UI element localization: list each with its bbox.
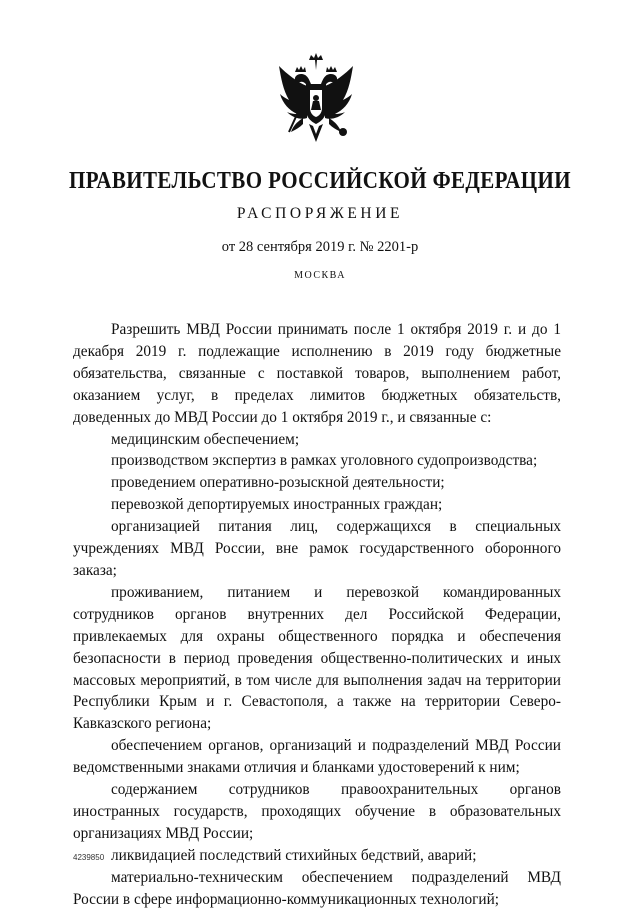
document-city: МОСКВА bbox=[294, 270, 346, 281]
paragraph: организацией питания лиц, содержащихся в специальных учреждениях МВД России, вне рамок государственного оборонного заказа; bbox=[73, 518, 561, 579]
paragraph: обеспечением органов, организаций и подразделений МВД России ведомственными знаками отличия и бланками удостоверений к ним; bbox=[73, 737, 561, 777]
russian-coat-of-arms-icon bbox=[273, 52, 359, 144]
paragraph: материально-техническим обеспечением подразделений МВД России в сфере информационно-коммуникационных технологий; bbox=[73, 868, 561, 908]
paragraph: медицинским обеспечением; bbox=[111, 430, 300, 448]
document-type: РАСПОРЯЖЕНИЕ bbox=[236, 205, 404, 222]
paragraph: Разрешить МВД России принимать после 1 октября 2019 г. и до 1 декабря 2019 г. подлежащие исполнению в 2019 году бюджетные обязательства, связанные с поставкой товаров, выполнением работ, оказанием услуг, в пределах лимитов бюджетных обязательств, доведенных до МВД России до 1 октября 2019 г., и связанные с: bbox=[73, 321, 561, 426]
government-title: ПРАВИТЕЛЬСТВО РОССИЙСКОЙ ФЕДЕРАЦИИ bbox=[69, 166, 571, 194]
paragraph: производством экспертиз в рамках уголовного судопроизводства; bbox=[111, 452, 538, 470]
paragraph: ликвидацией последствий стихийных бедствий, аварий; bbox=[111, 846, 477, 864]
document-code: 4239850 bbox=[73, 853, 105, 862]
document-body bbox=[73, 319, 561, 910]
paragraph: проживанием, питанием и перевозкой командированных сотрудников органов внутренних дел Российской Федерации, привлекаемых для охраны общественного порядка и обеспечения безопасности в период проведения общественно-политических и иных массовых мероприятий, в том числе для выполнения задач на территории Республики Крым и г. Севастополя, а также на территории Северо-Кавказского региона; bbox=[73, 583, 561, 733]
paragraph: содержанием сотрудников правоохранительных органов иностранных государств, проходящих обучение в образовательных организациях МВД России; bbox=[73, 781, 561, 842]
paragraph: проведением оперативно-розыскной деятельности; bbox=[111, 474, 445, 492]
paragraph: перевозкой депортируемых иностранных граждан; bbox=[111, 496, 443, 514]
document-date-number: от 28 сентября 2019 г. № 2201-р bbox=[221, 239, 419, 255]
